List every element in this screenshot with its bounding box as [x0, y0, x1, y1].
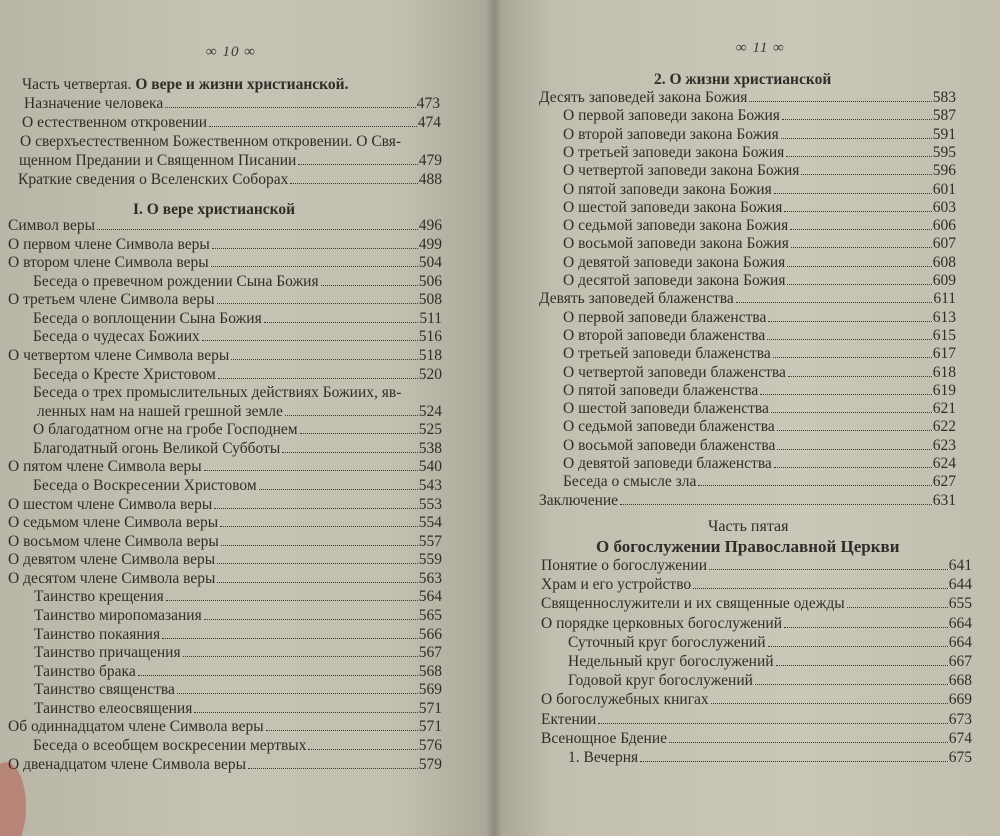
toc-entry-label: О первой заповеди закона Божия: [563, 107, 780, 124]
toc-entry-label: О пятом члене Символа веры: [8, 458, 202, 475]
leader-dots: [847, 607, 948, 608]
leader-dots: [204, 619, 418, 620]
toc-entry-page: 538: [418, 440, 442, 457]
toc-entry-page: 618: [932, 364, 956, 381]
toc-entry-page: 565: [418, 607, 442, 624]
leader-dots: [776, 665, 948, 666]
toc-entry-label: О второй заповеди блаженства: [563, 327, 766, 344]
toc-entry-page: 518: [418, 347, 442, 364]
toc-entry: [34, 588, 442, 606]
toc-entry-page: 613: [932, 309, 956, 326]
toc-entry-label: Назначение человека: [24, 95, 164, 112]
toc-entry: [541, 711, 972, 729]
toc-entry-page: 674: [948, 730, 972, 747]
toc-entry: [33, 273, 442, 291]
toc-entry-label: Беседа о Кресте Христовом: [33, 366, 216, 383]
toc-entry: [8, 496, 442, 514]
toc-entry-page: 567: [418, 644, 442, 661]
toc-entry-label: Краткие сведения о Вселенских Соборах: [18, 171, 289, 188]
toc-entry-page: 568: [418, 663, 442, 680]
section2-heading: 2. О жизни христианской: [654, 71, 832, 88]
toc-entry-page: 621: [932, 400, 956, 417]
toc-entry-page: 566: [418, 626, 442, 643]
toc-entry-page: 504: [418, 254, 442, 271]
toc-entry-label: О третьей заповеди блаженства: [563, 345, 771, 362]
toc-entry-page: 540: [418, 458, 442, 475]
leader-dots: [711, 703, 948, 704]
toc-entry-page: 615: [932, 327, 956, 344]
leader-dots: [97, 229, 418, 230]
part4-title: О вере и жизни христианской.: [135, 76, 349, 93]
toc-entry: [33, 477, 442, 495]
toc-entry-page: 675: [948, 749, 972, 766]
toc-entry-label: О пятой заповеди блаженства: [563, 382, 759, 399]
part5-label: Часть пятая: [708, 518, 789, 535]
toc-entry: [568, 749, 972, 767]
leader-dots: [162, 638, 418, 639]
toc-entry-page: 524: [418, 403, 442, 420]
toc-entry-page: 611: [933, 290, 956, 307]
toc-entry-label: О девятой заповеди закона Божия: [563, 254, 786, 271]
toc-entry-label: Недельный круг богослужений: [568, 653, 774, 670]
toc-entry-page: 474: [417, 114, 441, 131]
toc-entry-label: Таинство миропомазания: [34, 607, 202, 624]
toc-entry-label: О третьей заповеди закона Божия: [563, 144, 785, 161]
leader-dots: [282, 452, 418, 453]
toc-entry-label: Храм и его устройство: [541, 576, 692, 593]
toc-entry: [34, 626, 442, 644]
toc-entry-page: 559: [418, 551, 442, 568]
leader-dots: [204, 470, 418, 471]
toc-entry-label: О сверхъестественном Божественном откровении. О Свя-: [20, 133, 402, 150]
toc-entry-label: О седьмой заповеди закона Божия: [563, 217, 789, 234]
right-page: [494, 0, 1000, 836]
page-number-right: ∞ 11 ∞: [736, 40, 785, 56]
toc-entry-page: 473: [416, 95, 440, 112]
toc-entry: [541, 576, 972, 594]
toc-entry-page: 479: [418, 152, 442, 169]
toc-entry-page: 606: [932, 217, 956, 234]
leader-dots: [308, 749, 417, 750]
leader-dots: [183, 656, 418, 657]
toc-entry-label: Годовой круг богослужений: [568, 672, 753, 689]
toc-entry-page: 499: [418, 236, 442, 253]
toc-entry-label: О восьмой заповеди блаженства: [563, 437, 776, 454]
toc-entry: [8, 458, 442, 476]
toc-entry-page: 543: [418, 477, 442, 494]
toc-entry-label: О естественном откровении: [22, 114, 208, 131]
toc-entry-page: 583: [932, 89, 956, 106]
leader-dots: [259, 489, 418, 490]
toc-entry-label: Беседа о Воскресении Христовом: [33, 477, 257, 494]
toc-entry-page: 609: [932, 272, 956, 289]
toc-entry-page: 587: [932, 107, 956, 124]
toc-entry: [34, 663, 442, 681]
toc-entry-page: 669: [948, 691, 972, 708]
toc-entry: [37, 403, 442, 421]
toc-entry-label: О шестой заповеди закона Божия: [563, 199, 783, 216]
part5-toc-list: [494, 0, 1000, 836]
toc-entry: [8, 551, 442, 569]
toc-entry: [8, 718, 442, 736]
toc-entry: [34, 700, 442, 718]
toc-entry-page: 655: [948, 595, 972, 612]
toc-entry-label: Беседа о превечном рождении Сына Божия: [33, 273, 319, 290]
toc-entry-page: 664: [948, 634, 972, 651]
leader-dots: [231, 359, 417, 360]
toc-entry: [541, 730, 972, 748]
toc-entry-label: О шестом члене Символа веры: [8, 496, 213, 513]
toc-entry: [8, 291, 442, 309]
toc-entry-label: О восьмом члене Символа веры: [8, 533, 219, 550]
leader-dots: [669, 742, 948, 743]
toc-entry-page: 564: [418, 588, 442, 605]
leader-dots: [138, 675, 418, 676]
leader-dots: [755, 684, 948, 685]
toc-entry-label: О седьмой заповеди блаженства: [563, 418, 775, 435]
toc-entry-page: 488: [418, 171, 442, 188]
toc-entry-page: 624: [932, 455, 956, 472]
toc-entry-label: Таинство елеосвящения: [34, 700, 193, 717]
toc-entry-label: О десятом члене Символа веры: [8, 570, 216, 587]
toc-entry-page: 668: [948, 672, 972, 689]
toc-entry: [33, 421, 442, 439]
leader-dots: [768, 646, 948, 647]
leader-dots: [214, 508, 417, 509]
leader-dots: [709, 569, 948, 570]
toc-entry-label: Беседа о смысле зла: [563, 473, 697, 490]
toc-entry-page: 631: [932, 492, 956, 509]
leader-dots: [693, 588, 948, 589]
toc-entry-label: Беседа о трех промыслительных действиях Божиих, яв-: [33, 384, 402, 401]
toc-entry-page: 667: [948, 653, 972, 670]
toc-entry-label: О первом члене Символа веры: [8, 236, 210, 253]
toc-entry-label: ленных нам на нашей грешной земле: [37, 403, 283, 420]
toc-entry: [541, 615, 972, 633]
leader-dots: [202, 340, 418, 341]
toc-entry: [34, 681, 442, 699]
toc-entry: [33, 384, 442, 402]
toc-entry-page: 520: [418, 366, 442, 383]
leader-dots: [285, 415, 418, 416]
toc-entry: [8, 347, 442, 365]
part5-title: О богослужении Православной Церкви: [596, 537, 900, 556]
toc-entry-page: 571: [418, 718, 442, 735]
toc-entry-page: 506: [418, 273, 442, 290]
toc-entry-label: щенном Предании и Священном Писании: [19, 152, 297, 169]
page-number-left: ∞ 10 ∞: [206, 44, 256, 60]
toc-entry-page: 644: [948, 576, 972, 593]
part4-label: Часть четвертая.: [22, 76, 132, 93]
toc-entry-page: 511: [419, 310, 442, 327]
toc-entry-label: О двенадцатом члене Символа веры: [8, 756, 247, 773]
toc-entry-label: О четвертом члене Символа веры: [8, 347, 230, 364]
toc-entry-label: О первой заповеди блаженства: [563, 309, 767, 326]
toc-entry: [541, 691, 972, 709]
toc-entry-label: 1. Вечерня: [568, 749, 639, 766]
toc-entry: [568, 672, 972, 690]
toc-entry-label: Символ веры: [8, 217, 96, 234]
toc-entry-label: О восьмой заповеди закона Божия: [563, 235, 789, 252]
toc-entry-page: 607: [932, 235, 956, 252]
toc-entry-label: Благодатный огонь Великой Субботы: [33, 440, 281, 457]
left-toc-list: [0, 0, 494, 836]
toc-entry-label: О седьмом члене Символа веры: [8, 514, 219, 531]
toc-entry-label: О четвертой заповеди закона Божия: [563, 162, 800, 179]
toc-entry-page: 622: [932, 418, 956, 435]
toc-entry: [33, 737, 442, 755]
leader-dots: [300, 433, 418, 434]
toc-entry-label: О пятой заповеди закона Божия: [563, 181, 772, 198]
toc-entry-page: 516: [418, 328, 442, 345]
toc-entry-page: 641: [948, 557, 972, 574]
toc-entry-label: Десять заповедей закона Божия: [539, 89, 748, 106]
toc-entry-label: О втором члене Символа веры: [8, 254, 209, 271]
toc-entry-page: 525: [418, 421, 442, 438]
toc-entry: [33, 440, 442, 458]
leader-dots: [217, 563, 418, 564]
toc-entry: [8, 756, 442, 774]
leader-dots: [194, 712, 417, 713]
toc-entry-label: О четвертой заповеди блаженства: [563, 364, 786, 381]
toc-entry-page: 553: [418, 496, 442, 513]
toc-entry: [8, 570, 442, 588]
leader-dots: [166, 600, 418, 601]
toc-entry-label: О порядке церковных богослужений: [541, 615, 783, 632]
toc-entry-label: О девятом члене Символа веры: [8, 551, 216, 568]
toc-entry-page: 617: [932, 345, 956, 362]
toc-entry-page: 554: [418, 514, 442, 531]
leader-dots: [217, 303, 418, 304]
toc-entry: [541, 595, 972, 613]
toc-entry-label: О третьем члене Символа веры: [8, 291, 215, 308]
toc-entry: [8, 254, 442, 272]
toc-entry: [8, 533, 442, 551]
left-page: [0, 0, 494, 836]
toc-entry-page: 623: [932, 437, 956, 454]
leader-dots: [248, 768, 418, 769]
leader-dots: [177, 693, 418, 694]
toc-entry-label: Священнослужители и их священные одежды: [541, 595, 845, 612]
toc-entry-page: 579: [418, 756, 442, 773]
toc-entry-page: 591: [932, 126, 956, 143]
toc-entry-label: Заключение: [539, 492, 619, 509]
toc-entry-page: 496: [418, 217, 442, 234]
toc-entry-label: Беседа о всеобщем воскресении мертвых: [33, 737, 307, 754]
toc-entry-label: О десятой заповеди закона Божия: [563, 272, 786, 289]
section1-heading: I. О вере христианской: [133, 201, 296, 218]
book-gutter: [486, 0, 502, 836]
toc-entry: [568, 634, 972, 652]
toc-entry-label: О богослужебных книгах: [541, 691, 709, 708]
toc-entry-page: 619: [932, 382, 956, 399]
toc-entry-page: 627: [932, 473, 956, 490]
toc-entry: [8, 514, 442, 532]
toc-entry-page: 608: [932, 254, 956, 271]
leader-dots: [221, 545, 418, 546]
toc-entry-label: Таинство крещения: [34, 588, 164, 605]
toc-entry-page: 601: [932, 181, 956, 198]
leader-dots: [218, 378, 418, 379]
toc-entry-label: Беседа о чудесах Божиих: [33, 328, 200, 345]
toc-entry-label: Всенощное Бдение: [541, 730, 668, 747]
toc-entry-page: 571: [418, 700, 442, 717]
toc-entry: [568, 653, 972, 671]
toc-entry-label: Таинство причащения: [34, 644, 181, 661]
leader-dots: [321, 285, 418, 286]
toc-entry-label: Таинство брака: [34, 663, 136, 680]
toc-entry-page: 557: [418, 533, 442, 550]
toc-entry: [8, 217, 442, 235]
toc-entry: [34, 607, 442, 625]
toc-entry-page: 576: [418, 737, 442, 754]
toc-entry-page: 664: [948, 615, 972, 632]
toc-entry-page: 603: [932, 199, 956, 216]
leader-dots: [264, 322, 419, 323]
toc-entry-label: О второй заповеди закона Божия: [563, 126, 779, 143]
toc-entry-label: Об одиннадцатом члене Символа веры: [8, 718, 264, 735]
toc-entry-label: Суточный круг богослужений: [568, 634, 766, 651]
leader-dots: [212, 248, 418, 249]
toc-entry-label: Беседа о воплощении Сына Божия: [33, 310, 262, 327]
toc-entry-page: 673: [948, 711, 972, 728]
toc-entry: [33, 310, 442, 328]
toc-entry-label: Таинство священства: [34, 681, 175, 698]
toc-entry-label: О шестой заповеди блаженства: [563, 400, 769, 417]
toc-entry: [33, 328, 442, 346]
toc-entry-page: 595: [932, 144, 956, 161]
toc-entry-page: 508: [418, 291, 442, 308]
leader-dots: [220, 526, 418, 527]
toc-entry: [8, 236, 442, 254]
toc-entry-label: Понятие о богослужении: [541, 557, 707, 574]
leader-dots: [211, 266, 418, 267]
leader-dots: [784, 627, 948, 628]
toc-entry-label: О девятой заповеди блаженства: [563, 455, 772, 472]
toc-entry-label: Ектении: [541, 711, 597, 728]
toc-entry: [541, 557, 972, 575]
toc-entry: [33, 366, 442, 384]
leader-dots: [266, 730, 418, 731]
leader-dots: [640, 761, 948, 762]
toc-entry-page: 596: [932, 162, 956, 179]
toc-entry-label: Девять заповедей блаженства: [539, 290, 734, 307]
toc-entry-label: Таинство покаяния: [34, 626, 161, 643]
leader-dots: [598, 723, 947, 724]
toc-entry: [34, 644, 442, 662]
toc-entry-page: 569: [418, 681, 442, 698]
toc-entry-label: О благодатном огне на гробе Господнем: [33, 421, 298, 438]
toc-entry-page: 563: [418, 570, 442, 587]
leader-dots: [217, 582, 417, 583]
